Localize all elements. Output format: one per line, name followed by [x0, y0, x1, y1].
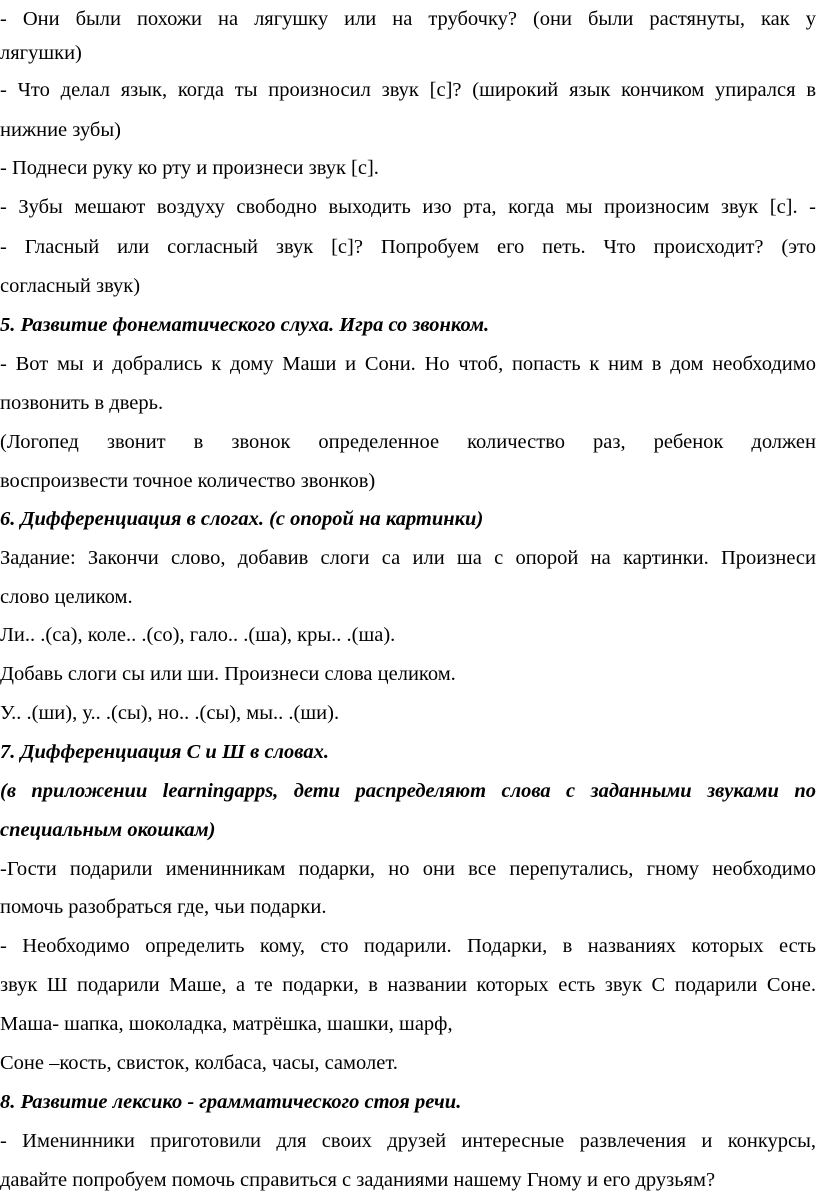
section-heading-7: 7. Дифференциация С и Ш в словах. — [0, 741, 329, 763]
text-line: звук Ш подарили Маше, а те подарки, в названии которых есть звук С подарили Соне. — [0, 974, 816, 996]
text-line: Добавь слоги сы или ши. Произнеси слова целиком. — [0, 663, 456, 685]
section-heading-8: 8. Развитие лексико - грамматического стоя речи. — [0, 1091, 462, 1113]
section-heading-5: 5. Развитие фонематического слуха. Игра со звонком. — [0, 314, 490, 336]
text-line: У.. .(ши), у.. .(сы), но.. .(сы), мы.. .(ши). — [0, 702, 340, 724]
text-line: воспроизвести точное количество звонков) — [0, 470, 376, 492]
text-line: Соне –кость, свисток, колбаса, часы, самолет. — [0, 1052, 398, 1074]
text-line: - Поднеси руку ко рту и произнеси звук [с]. — [0, 157, 379, 179]
section-subheading: специальным окошкам) — [0, 819, 216, 841]
section-subheading: (в приложении learningapps, дети распределяют слова с заданными звуками по — [0, 780, 816, 802]
text-line: (Логопед звонит в звонок определенное количество раз, ребенок должен — [0, 431, 816, 453]
text-line: Задание: Закончи слово, добавив слоги са или ша с опорой на картинки. Произнеси — [0, 547, 816, 569]
section-heading-6: 6. Дифференциация в слогах. (с опорой на картинки) — [0, 508, 484, 530]
text-line: Маша- шапка, шоколадка, матрёшка, шашки, шарф, — [0, 1013, 453, 1035]
text-line: согласный звук) — [0, 275, 141, 297]
text-line: давайте попробуем помочь справиться с заданиями нашему Гному и его друзьям? — [0, 1169, 716, 1191]
text-line: - Они были похожи на лягушку или на трубочку? (они были растянуты, как у — [0, 8, 816, 30]
text-line: - Что делал язык, когда ты произносил звук [с]? (широкий язык кончиком упирался в — [0, 79, 816, 101]
text-line: - Зубы мешают воздуху свободно выходить изо рта, когда мы произносим звук [с]. - — [0, 196, 816, 218]
text-line: Ли.. .(са), коле.. .(со), гало.. .(ша), кры.. .(ша). — [0, 624, 396, 646]
text-line: -Гости подарили именинникам подарки, но они все перепутались, гному необходимо — [0, 858, 816, 880]
text-line: - Гласный или согласный звук [с]? Попробуем его петь. Что происходит? (это — [0, 236, 816, 258]
text-line: слово целиком. — [0, 586, 133, 608]
text-line: помочь разобраться где, чьи подарки. — [0, 896, 327, 918]
text-line: нижние зубы) — [0, 119, 121, 141]
text-line: - Именинники приготовили для своих друзей интересные развлечения и конкурсы, — [0, 1130, 816, 1152]
text-line: - Вот мы и добрались к дому Маши и Сони. Но чтоб, попасть к ним в дом необходимо — [0, 353, 816, 375]
text-line: лягушки) — [0, 42, 82, 64]
text-line: - Необходимо определить кому, сто подарили. Подарки, в названиях которых есть — [0, 935, 816, 957]
text-line: позвонить в дверь. — [0, 392, 164, 414]
